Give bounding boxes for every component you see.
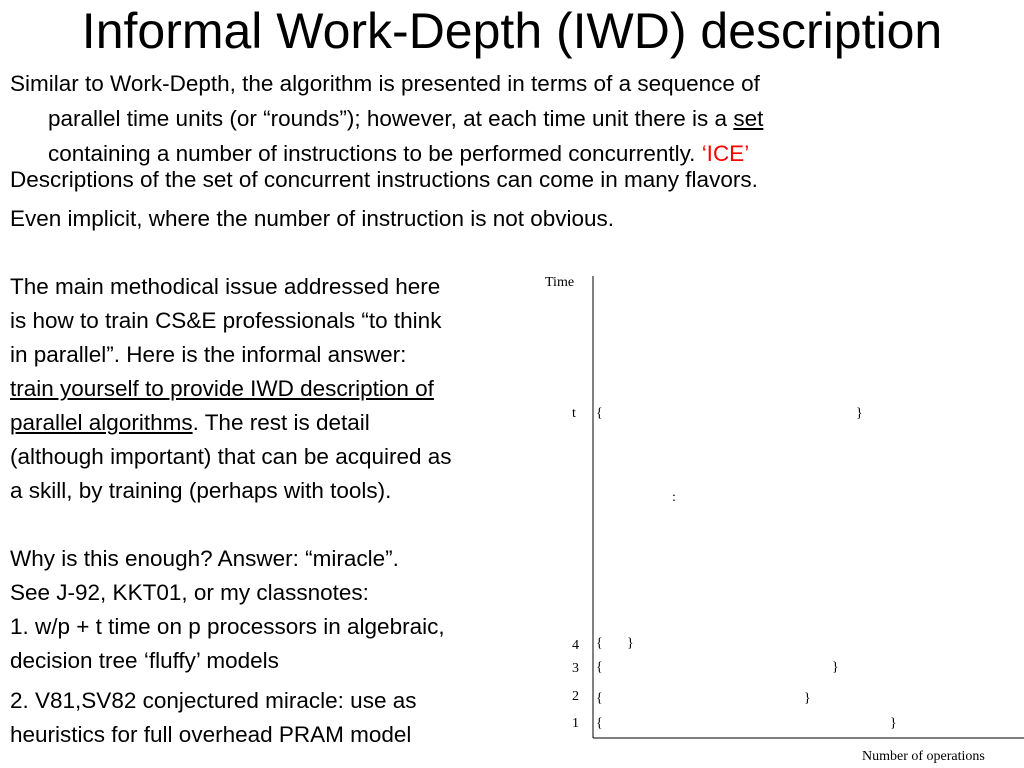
left-line-8: Why is this enough? Answer: “miracle”. xyxy=(10,546,399,571)
intro-line-1: Similar to Work-Depth, the algorithm is presented in terms of a sequence of xyxy=(10,71,760,96)
left-line-10: 1. w/p + t time on p processors in algebraic, xyxy=(10,614,445,639)
row-t-close-brace: } xyxy=(856,406,863,421)
row-label-2: 2 xyxy=(572,689,579,704)
left-line-4: train yourself to provide IWD description of xyxy=(10,376,434,401)
left-line-1: The main methodical issue addressed here xyxy=(10,274,441,299)
left-line-12: 2. V81,SV82 conjectured miracle: use as xyxy=(10,688,417,713)
vertical-ellipsis: : xyxy=(672,490,676,505)
intro-line-2: parallel time units (or “rounds”); however, at each time unit there is a xyxy=(48,106,734,131)
operations-axis-label: Number of operations xyxy=(862,749,985,764)
methodical-text-block xyxy=(10,270,580,752)
implicit-text: Even implicit, where the number of instruction is not obvious. xyxy=(10,206,615,231)
intro-set-word: set xyxy=(733,106,764,131)
diagram-axes xyxy=(540,268,1024,768)
left-line-3: in parallel”. Here is the informal answer: xyxy=(10,342,407,367)
intro-line-3: containing a number of instructions to be performed concurrently. xyxy=(48,141,702,166)
row-3-open-brace: { xyxy=(596,660,603,675)
row-1-open-brace: { xyxy=(596,716,603,731)
parallel-algorithms-link-text: parallel algorithms xyxy=(10,410,193,435)
left-line-2: is how to train CS&E professionals “to think xyxy=(10,308,442,333)
row-label-4: 4 xyxy=(572,638,579,653)
row-label-t: t xyxy=(572,406,576,421)
flavors-text: Descriptions of the set of concurrent instructions can come in many flavors. xyxy=(10,167,758,192)
row-2-open-brace: { xyxy=(596,691,603,706)
iwd-time-diagram xyxy=(540,268,1024,768)
left-line-13: heuristics for full overhead PRAM model xyxy=(10,722,412,747)
left-line-7: a skill, by training (perhaps with tools). xyxy=(10,478,392,503)
left-line-5 xyxy=(10,406,580,440)
ice-term: ‘ICE’ xyxy=(701,141,750,166)
row-1-close-brace: } xyxy=(890,716,897,731)
row-4-close-brace: } xyxy=(627,636,634,651)
time-axis-label: Time xyxy=(545,275,575,290)
row-t-open-brace: { xyxy=(596,406,603,421)
row-label-1: 1 xyxy=(572,716,579,731)
row-3-close-brace: } xyxy=(832,660,839,675)
left-line-11: decision tree ‘fluffy’ models xyxy=(10,648,279,673)
page-title: Informal Work-Depth (IWD) description xyxy=(81,3,943,59)
left-line-9: See J-92, KKT01, or my classnotes: xyxy=(10,580,369,605)
left-line-5-rest: . The rest is detail xyxy=(192,410,370,435)
row-label-3: 3 xyxy=(572,661,579,676)
row-2-close-brace: } xyxy=(804,691,811,706)
left-line-6: (although important) that can be acquired as xyxy=(10,444,452,469)
intro-paragraph xyxy=(10,66,1008,171)
row-4-open-brace: { xyxy=(596,636,603,651)
